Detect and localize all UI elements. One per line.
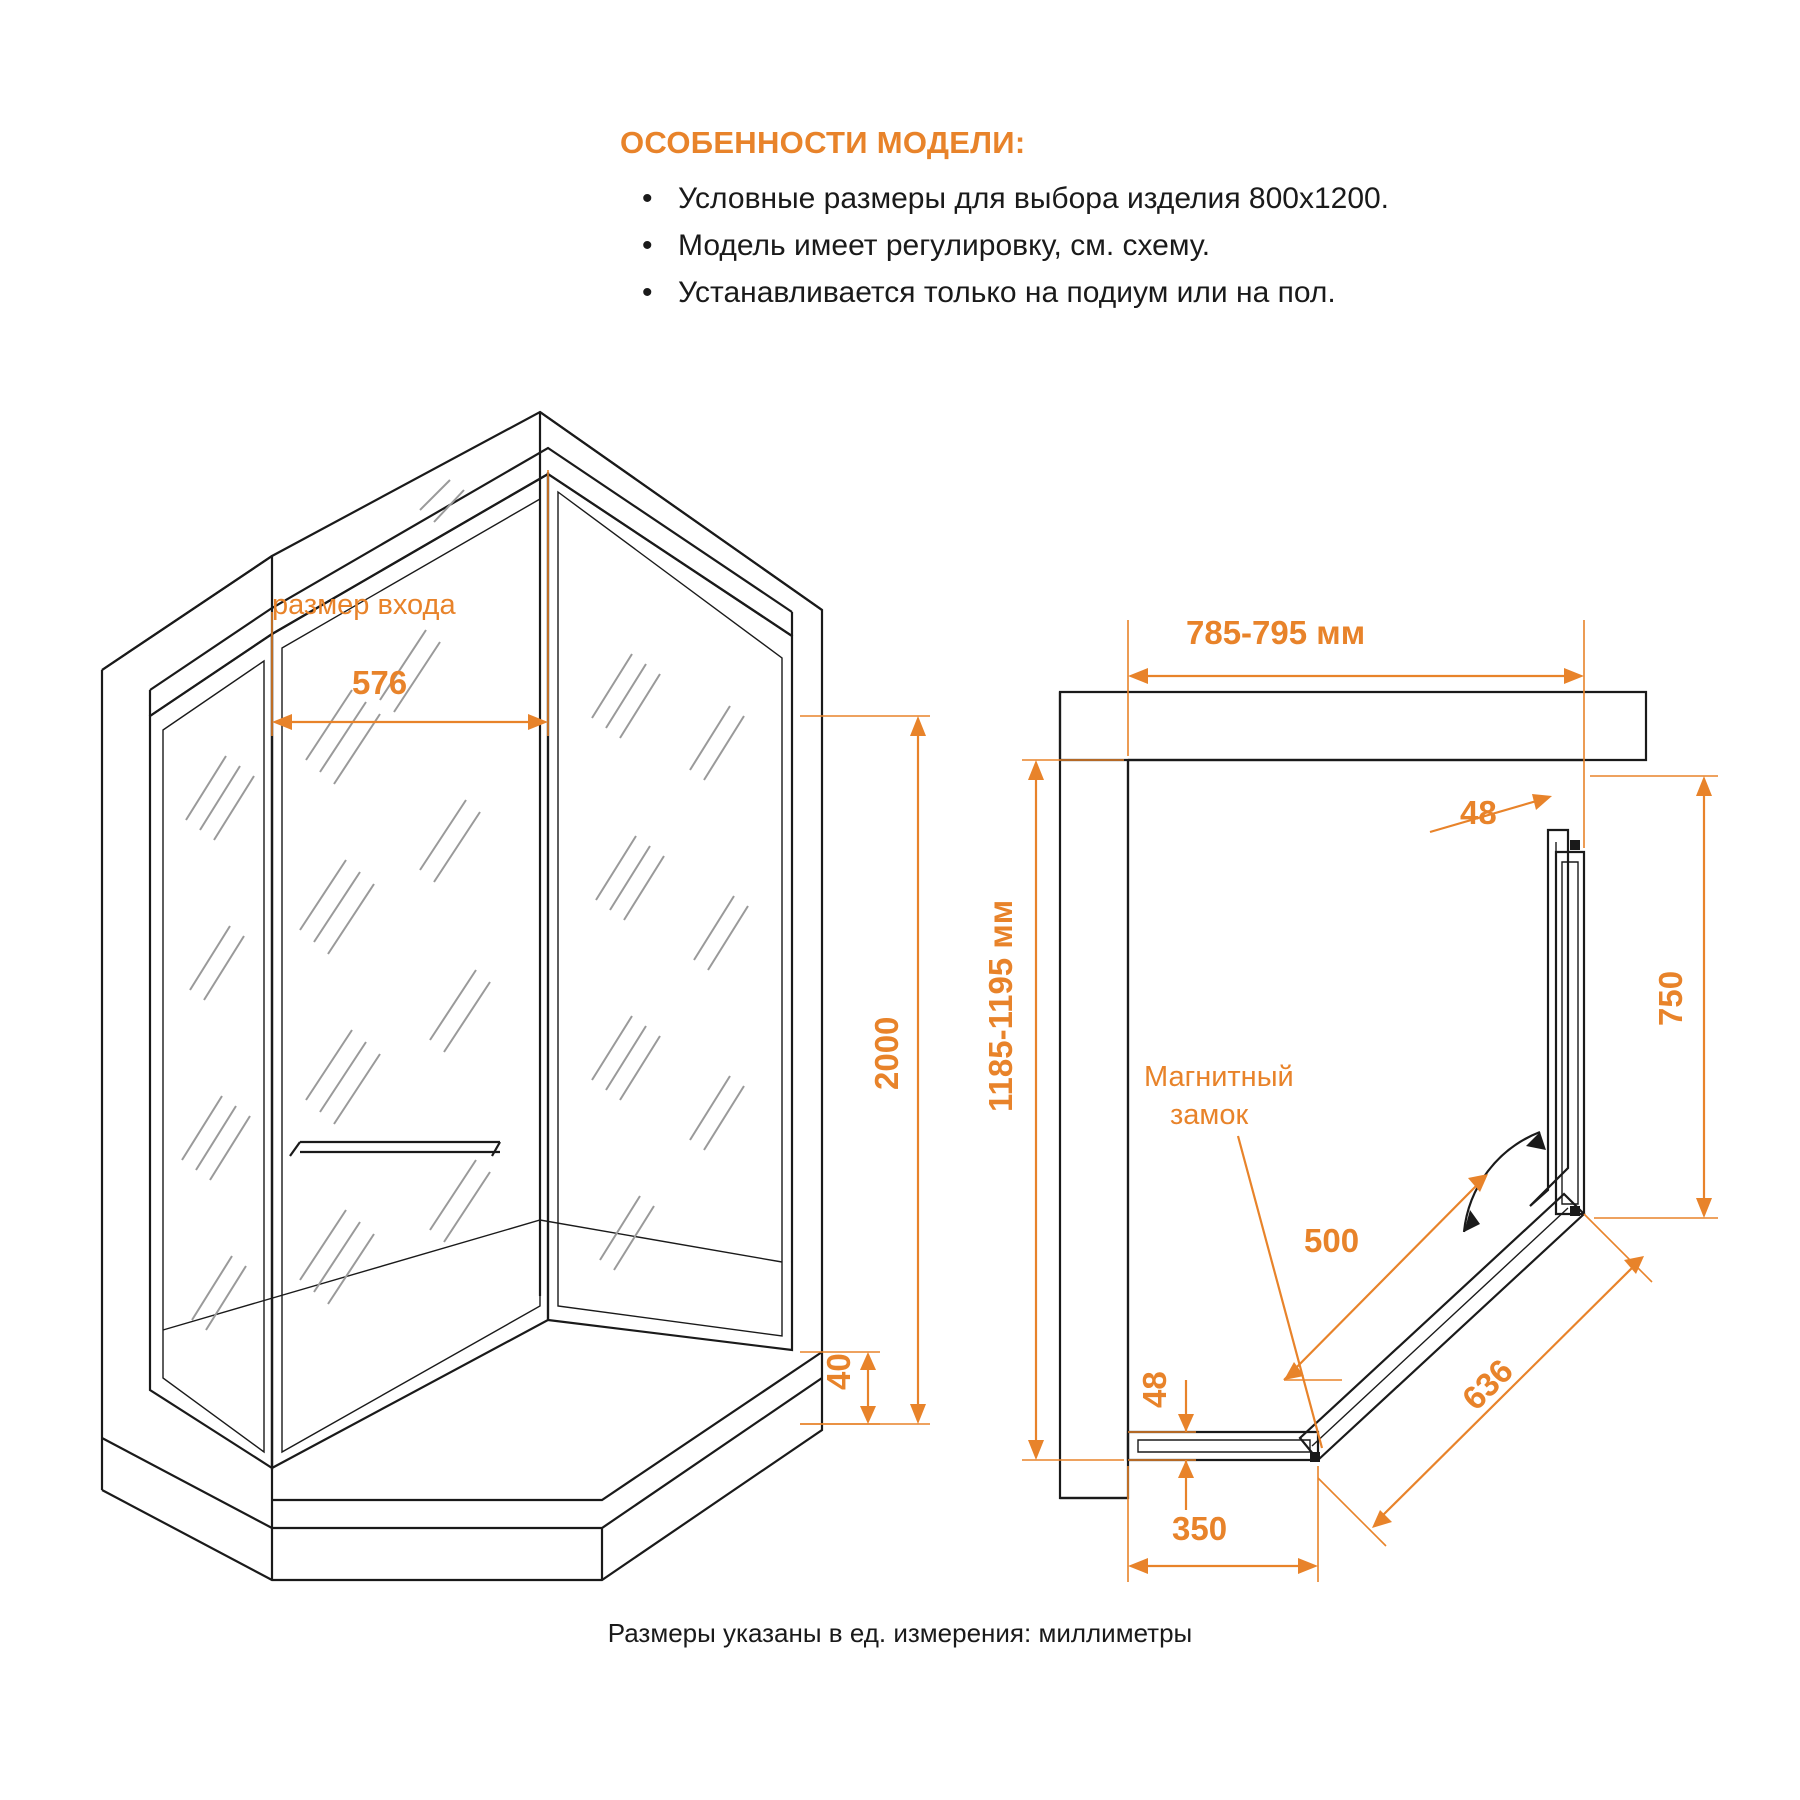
door-swing-arrow-icon: [1464, 1132, 1546, 1232]
feature-text-1: Условные размеры для выбора изделия 800x1200.: [678, 182, 1390, 215]
door-handle-icon: [290, 1142, 500, 1156]
cabin-glass-panels: [150, 448, 792, 1468]
entry-value: 576: [352, 664, 408, 701]
bullet-icon: •: [642, 182, 653, 215]
feature-text-2: Модель имеет регулировку, см. схему.: [678, 229, 1211, 262]
dim-door-height: [1590, 776, 1718, 1218]
feature-item-2: [620, 222, 1680, 269]
glass-hatching: [182, 480, 748, 1330]
diagonal-value: 636: [1454, 1351, 1520, 1417]
dim-plan-width: [1128, 614, 1584, 848]
isometric-shower-cabin: [102, 412, 930, 1580]
plan-view: [982, 614, 1718, 1582]
magnetic-lock-label-line2: замок: [1170, 1099, 1249, 1131]
tray-value: 40: [820, 1353, 857, 1390]
bullet-icon: •: [642, 276, 653, 309]
dim-plan-depth: [982, 760, 1124, 1460]
cabin-outer-shell: [102, 412, 822, 1580]
plan-walls: [1060, 692, 1646, 1498]
plan-door-frames: [1128, 830, 1584, 1462]
feature-item-3: [620, 269, 1680, 316]
entry-label: размер входа: [272, 589, 456, 621]
dim-diagonal: [1318, 1214, 1652, 1546]
feature-item-1: [620, 175, 1680, 222]
features-block: [620, 125, 1680, 316]
plan-depth-label: 1185-1195 мм: [982, 899, 1019, 1112]
magnetic-lock-callout: [1144, 1061, 1322, 1448]
dim-side-500: [1284, 1174, 1488, 1380]
features-title: ОСОБЕННОСТИ МОДЕЛИ:: [620, 125, 1026, 160]
dim-cabin-height: [800, 716, 930, 1424]
dim-tray-height: [800, 1352, 880, 1424]
bullet-icon: •: [642, 229, 653, 262]
dim-front-350: [1128, 1466, 1318, 1582]
height-value: 2000: [868, 1016, 905, 1090]
dim-profile-top: [1430, 794, 1552, 832]
side-500-value: 500: [1304, 1222, 1360, 1259]
plan-width-label: 785-795 мм: [1186, 614, 1366, 651]
door-height-value: 750: [1652, 970, 1689, 1026]
dim-profile-bottom: [1128, 1371, 1196, 1510]
units-note: Размеры указаны в ед. измерения: миллиметры: [607, 1618, 1193, 1648]
magnetic-lock-label-line1: Магнитный: [1144, 1061, 1294, 1093]
front-350-value: 350: [1172, 1510, 1228, 1547]
profile-top-value: 48: [1460, 794, 1497, 831]
features-list: [620, 175, 1680, 316]
feature-text-3: Устанавливается только на подиум или на пол.: [678, 276, 1336, 309]
profile-bottom-value: 48: [1136, 1371, 1173, 1408]
dim-entry-width: [272, 470, 548, 736]
